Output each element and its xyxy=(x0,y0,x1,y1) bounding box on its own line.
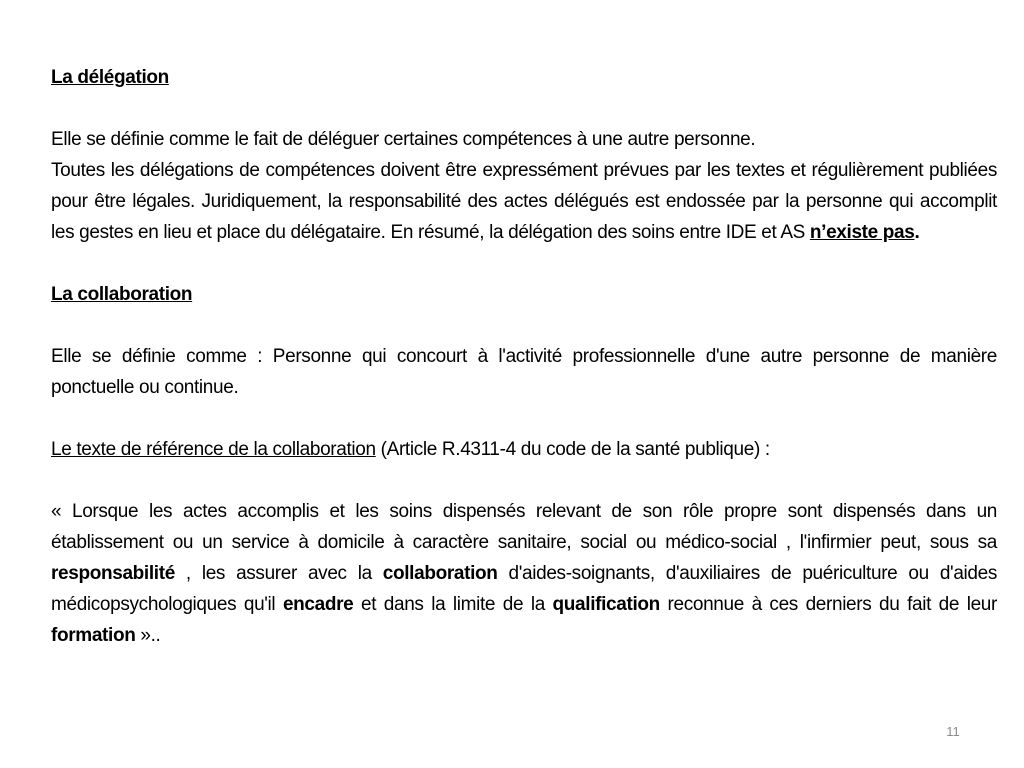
delegation-definition: Elle se définie comme le fait de déléguer certaines compétences à une autre personne. xyxy=(51,129,756,150)
quote-part-1: « Lorsque les actes accomplis et les soins dispensés relevant de son rôle propre sont dispensés dans un établissement ou un service à domicile à caractère sanitaire, social ou médico-social , l'infirmier peut, sous sa xyxy=(51,501,997,553)
spacer xyxy=(51,248,997,279)
spacer xyxy=(51,310,997,341)
slide-content xyxy=(51,62,997,651)
page-number: 11 xyxy=(946,724,960,739)
spacer xyxy=(51,403,997,434)
quote-term-responsabilite: responsabilité xyxy=(51,563,175,584)
quote-term-qualification: qualification xyxy=(552,594,660,615)
reference-label: Le texte de référence de la collaboration xyxy=(51,439,376,460)
quote-part-5: reconnue à ces derniers du fait de leur xyxy=(659,594,997,615)
quote-part-4: et dans la limite de la xyxy=(353,594,553,615)
delegation-heading: La délégation xyxy=(51,67,169,88)
quote-term-encadre: encadre xyxy=(282,594,354,615)
delegation-emphasis: n’existe pas xyxy=(809,222,915,243)
collaboration-reference xyxy=(51,434,997,465)
reference-source: (Article R.4311-4 du code de la santé publique) : xyxy=(375,439,770,460)
spacer xyxy=(51,465,997,496)
collaboration-quote xyxy=(51,496,997,651)
quote-part-6: ».. xyxy=(135,625,161,646)
quote-part-2: , les assurer avec la xyxy=(174,563,383,584)
delegation-paragraph xyxy=(51,155,997,248)
delegation-paragraph-end: . xyxy=(914,222,920,243)
delegation-paragraph-text: Toutes les délégations de compétences doivent être expressément prévues par les textes et régulièrement publiées pour être légales. Juridiquement, la responsabilité des actes délégués est endossée par la personne qui accomplit les gestes en lieu et place du délégataire. En résumé, la délégation des soins entre IDE et AS xyxy=(51,160,997,243)
quote-term-collaboration: collaboration xyxy=(382,563,498,584)
spacer xyxy=(51,93,997,124)
collaboration-definition: Elle se définie comme : Personne qui concourt à l'activité professionnelle d'une autre personne de manière ponctuelle ou continue. xyxy=(51,346,997,398)
quote-part-3: d'aides-soignants, d'auxiliaires de puériculture ou d'aides médicopsychologiques qu'il xyxy=(51,563,997,615)
quote-term-formation: formation xyxy=(51,625,136,646)
collaboration-heading: La collaboration xyxy=(51,284,193,305)
